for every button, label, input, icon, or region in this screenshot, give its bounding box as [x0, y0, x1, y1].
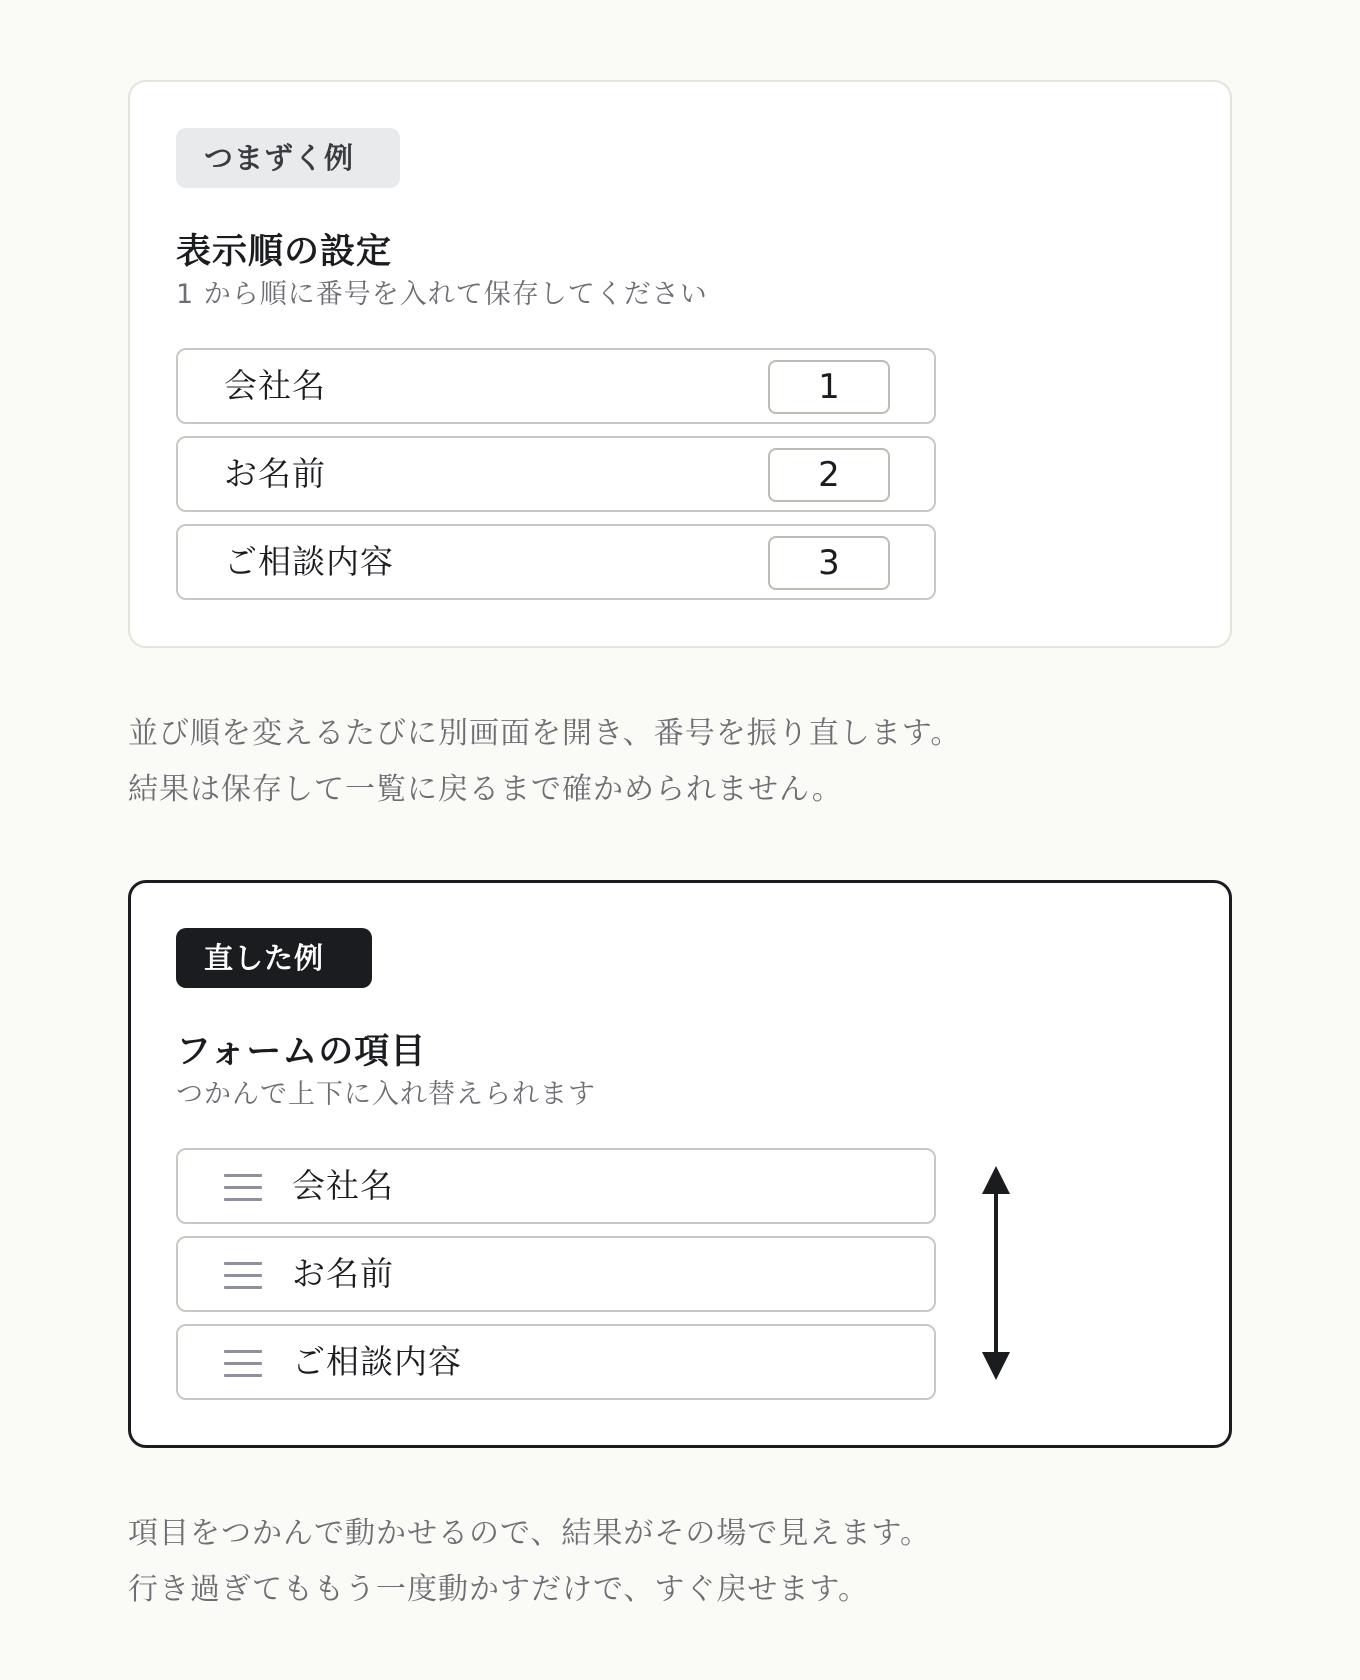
after-example-badge: 直した例 — [176, 928, 372, 988]
drag-handle-icon[interactable] — [224, 1174, 262, 1202]
draggable-row-label: 会社名 — [292, 1166, 394, 1205]
order-number-input[interactable]: 1 — [768, 360, 890, 414]
draggable-row-label: ご相談内容 — [292, 1342, 462, 1381]
before-example-card — [128, 80, 1232, 648]
draggable-row-name[interactable] — [176, 1236, 936, 1312]
after-example-card — [128, 880, 1232, 1448]
draggable-row-company[interactable] — [176, 1148, 936, 1224]
after-caption-line-1: 項目をつかんで動かせるので、結果がその場で見えます。 — [128, 1516, 931, 1551]
before-panel-subtitle: 1 から順に番号を入れて保存してください — [176, 279, 708, 310]
draggable-row-inquiry[interactable] — [176, 1324, 936, 1400]
before-caption-line-1: 並び順を変えるたびに別画面を開き、番号を振り直します。 — [128, 716, 962, 751]
order-row-company — [176, 348, 936, 424]
order-row-label: ご相談内容 — [224, 542, 394, 581]
draggable-row-label: お名前 — [292, 1254, 394, 1293]
before-panel-title: 表示順の設定 — [176, 232, 393, 272]
drag-handle-icon[interactable] — [224, 1262, 262, 1290]
after-caption-line-2: 行き過ぎてももう一度動かすだけで、すぐ戻せます。 — [128, 1572, 869, 1607]
after-panel-subtitle: つかんで上下に入れ替えられます — [176, 1079, 596, 1110]
up-down-arrow-icon — [981, 1166, 1011, 1380]
order-row-label: 会社名 — [224, 366, 326, 405]
before-caption-line-2: 結果は保存して一覧に戻るまで確かめられません。 — [128, 772, 843, 807]
order-row-inquiry — [176, 524, 936, 600]
order-number-input[interactable]: 3 — [768, 536, 890, 590]
order-row-label: お名前 — [224, 454, 326, 493]
drag-handle-icon[interactable] — [224, 1350, 262, 1378]
before-example-badge: つまずく例 — [176, 128, 400, 188]
after-panel-title: フォームの項目 — [176, 1032, 427, 1072]
order-number-input[interactable]: 2 — [768, 448, 890, 502]
order-row-name — [176, 436, 936, 512]
